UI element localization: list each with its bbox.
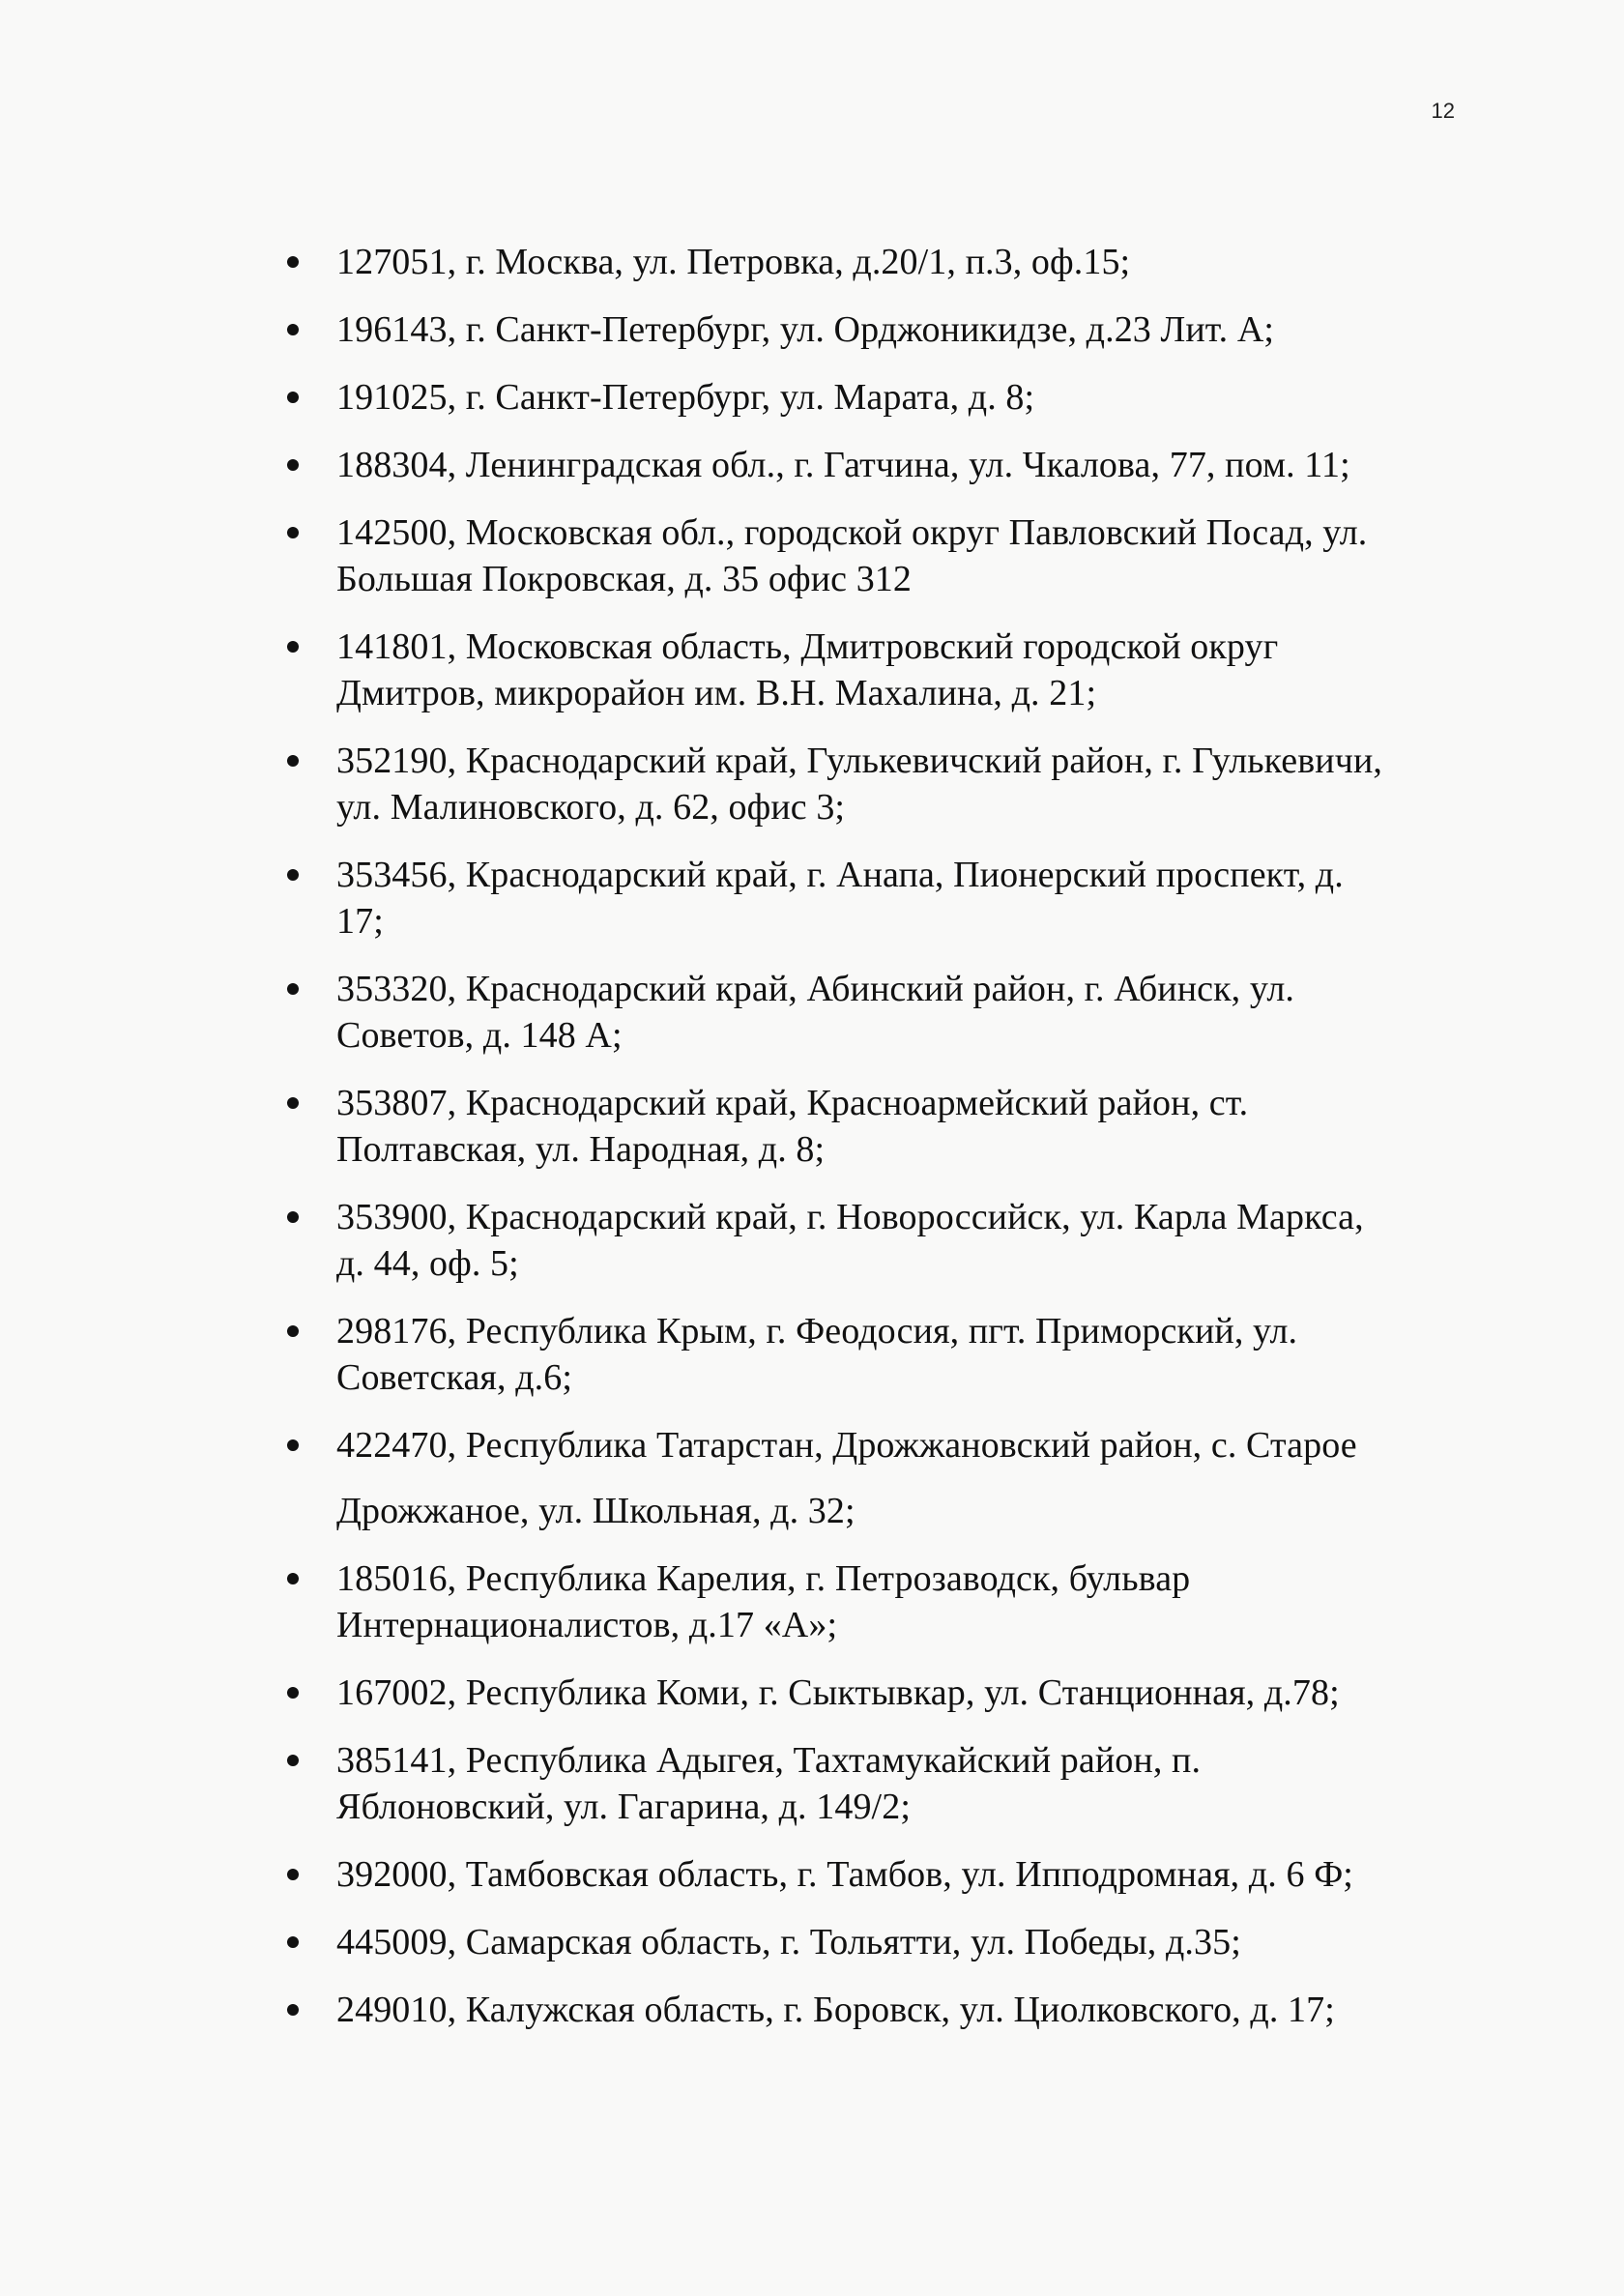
bullet-icon [287,1211,299,1223]
address-item-14 [280,1555,1440,1648]
address-line-continued: Полтавская, ул. Народная, д. 8; [336,1129,826,1170]
address-line: 185016, Республика Карелия, г. Петрозаводск, бульвар [336,1558,1191,1599]
address-item-19 [280,1987,1440,2033]
bullet-icon [287,1755,299,1766]
bullet-icon [287,527,299,538]
address-line-continued: ул. Малиновского, д. 62, офис 3; [336,787,846,828]
address-line: 249010, Калужская область, г. Боровск, ул. Циолковского, д. 17; [336,1990,1335,2030]
bullet-icon [287,459,299,471]
address-item-9 [280,966,1440,1059]
address-item-7 [280,738,1440,830]
bullet-icon [287,324,299,335]
address-line: 142500, Московская обл., городской округ Павловский Посад, ул. [336,512,1368,553]
bullet-icon [287,2004,299,2016]
address-item-6 [280,624,1440,716]
address-item-16 [280,1737,1440,1830]
bullet-icon [287,1869,299,1880]
address-line-continued: 17; [336,901,384,942]
address-line: 191025, г. Санкт-Петербург, ул. Марата, д. 8; [336,377,1035,418]
address-line: 167002, Республика Коми, г. Сыктывкар, ул. Станционная, д.78; [336,1672,1340,1713]
bullet-icon [287,869,299,881]
address-line-continued: Советская, д.6; [336,1357,572,1398]
address-line: 385141, Республика Адыгея, Тахтамукайский район, п. [336,1740,1202,1781]
address-line-continued: Дрожжаное, ул. Школьная, д. 32; [336,1491,856,1531]
bullet-icon [287,1325,299,1337]
bullet-icon [287,641,299,653]
address-item-4 [280,442,1440,488]
bullet-icon [287,1097,299,1109]
address-list [280,239,1440,2054]
address-line-continued: д. 44, оф. 5; [336,1243,519,1284]
address-line: 352190, Краснодарский край, Гулькевичский район, г. Гулькевичи, [336,741,1382,781]
address-item-5 [280,509,1440,602]
address-line: 353900, Краснодарский край, г. Новороссийск, ул. Карла Маркса, [336,1197,1364,1237]
address-line: 422470, Республика Татарстан, Дрожжановский район, с. Старое [336,1425,1357,1466]
bullet-icon [287,392,299,403]
address-line: 127051, г. Москва, ул. Петровка, д.20/1, п.3, оф.15; [336,242,1131,282]
address-item-12 [280,1308,1440,1401]
address-item-3 [280,374,1440,421]
address-line: 353807, Краснодарский край, Красноармейский район, ст. [336,1083,1249,1123]
address-line: 445009, Самарская область, г. Тольятти, ул. Победы, д.35; [336,1922,1241,1962]
address-line: 353456, Краснодарский край, г. Анапа, Пионерский проспект, д. [336,855,1344,895]
address-line: 392000, Тамбовская область, г. Тамбов, ул. Ипподромная, д. 6 Ф; [336,1854,1353,1895]
address-line: 141801, Московская область, Дмитровский городской округ [336,626,1279,667]
address-line-continued: Большая Покровская, д. 35 офис 312 [336,559,912,599]
address-item-8 [280,852,1440,945]
address-line: 353320, Краснодарский край, Абинский район, г. Абинск, ул. [336,969,1294,1009]
address-item-17 [280,1851,1440,1898]
address-item-1 [280,239,1440,285]
bullet-icon [287,1439,299,1451]
bullet-icon [287,755,299,767]
address-line-continued: Интернационалистов, д.17 «А»; [336,1605,838,1645]
address-item-2 [280,306,1440,353]
address-line: 196143, г. Санкт-Петербург, ул. Орджоникидзе, д.23 Лит. А; [336,309,1275,350]
address-line-continued: Советов, д. 148 А; [336,1015,623,1056]
address-line-continued: Дмитров, микрорайон им. В.Н. Махалина, д. 21; [336,673,1097,713]
address-line-continued: Яблоновский, ул. Гагарина, д. 149/2; [336,1787,911,1827]
bullet-icon [287,983,299,995]
bullet-icon [287,1573,299,1584]
address-item-10 [280,1080,1440,1173]
address-item-15 [280,1670,1440,1716]
page-number: 12 [1431,99,1455,123]
address-item-13 [280,1422,1440,1534]
address-line: 188304, Ленинградская обл., г. Гатчина, ул. Чкалова, 77, пом. 11; [336,445,1350,485]
bullet-icon [287,1687,299,1699]
address-line: 298176, Республика Крым, г. Феодосия, пгт. Приморский, ул. [336,1311,1298,1351]
address-item-18 [280,1919,1440,1965]
address-item-11 [280,1194,1440,1287]
bullet-icon [287,1936,299,1948]
bullet-icon [287,256,299,268]
